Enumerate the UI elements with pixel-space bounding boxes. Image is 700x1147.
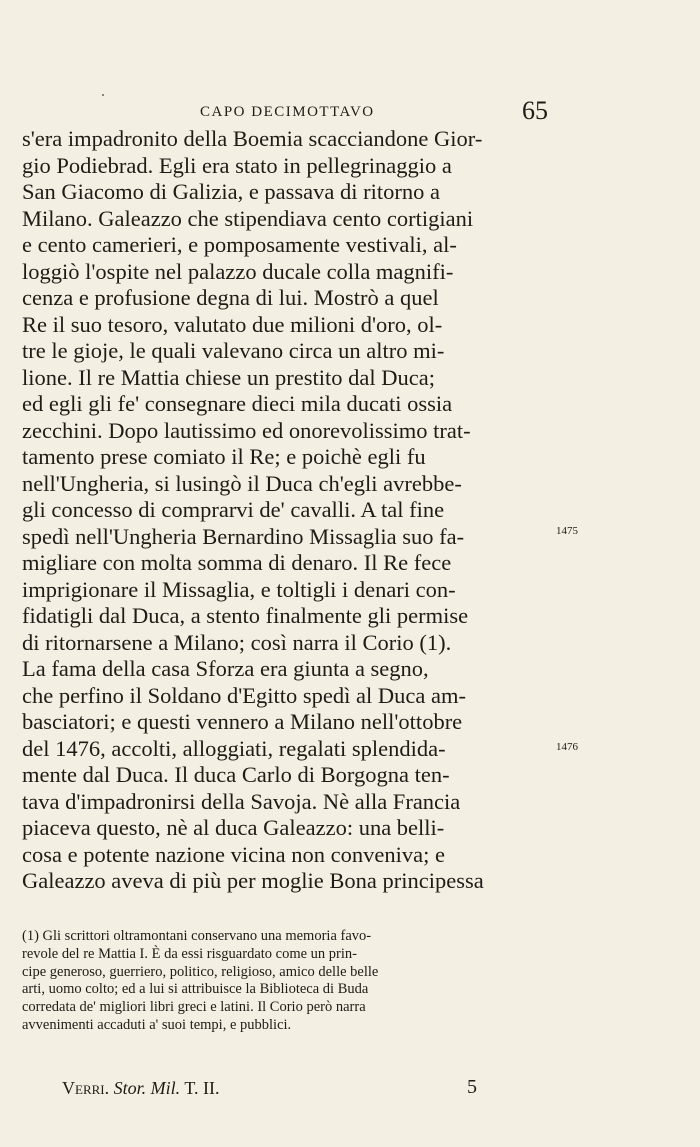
body-line: zecchini. Dopo lautissimo ed onorevolissimo trat- [22, 417, 471, 443]
footer-author: Verri. [62, 1078, 110, 1098]
body-line: del 1476, accolti, alloggiati, regalati splendida- [22, 735, 446, 761]
paper-speck [102, 94, 104, 96]
footer-volume: T. II. [184, 1078, 220, 1098]
body-line: basciatori; e questi vennero a Milano nell'ottobre [22, 709, 463, 734]
signature-mark: 5 [467, 1076, 477, 1098]
body-line: Galeazzo aveva di più per moglie Bona principessa [22, 868, 484, 893]
body-line: loggiò l'ospite nel palazzo ducale colla magnifi- [22, 258, 454, 284]
body-line: spedì nell'Ungheria Bernardino Missaglia suo fa- [22, 523, 465, 549]
body-line: San Giacomo di Galizia, e passava di ritorno a [22, 179, 440, 204]
body-text [22, 126, 552, 895]
body-line: piaceva questo, nè al duca Galeazzo: una belli- [22, 815, 445, 840]
body-line: tre le gioje, le quali valevano circa un altro mi- [22, 338, 445, 363]
running-header: CAPO DECIMOTTAVO [200, 104, 375, 120]
body-line: mente dal Duca. Il duca Carlo di Borgogna ten- [22, 762, 450, 787]
body-line: Milano. Galeazzo che stipendiava cento cortigiani [22, 205, 474, 231]
page-number: 65 [522, 96, 548, 125]
footnote-line: avvenimenti accaduti a' suoi tempi, e pubblici. [22, 1016, 292, 1033]
body-line: imprigionare il Missaglia, e toltigli i denari con- [22, 576, 456, 602]
footnote [22, 928, 552, 1035]
body-line: tamento prese comiato il Re; e poichè egli fu [22, 444, 426, 469]
body-line: La fama della casa Sforza era giunta a segno, [22, 656, 429, 681]
margin-year: 1475 [556, 525, 578, 537]
body-line: e cento camerieri, e pomposamente vestivali, al- [22, 232, 457, 257]
body-line: nell'Ungheria, si lusingò il Duca ch'egli avrebbe- [22, 470, 462, 496]
body-line: migliare con molta somma di denaro. Il Re fece [22, 550, 452, 575]
footnote-line: arti, uomo colto; ed a lui si attribuisce la Biblioteca di Buda [22, 981, 369, 998]
body-line: fidatigli dal Duca, a stento finalmente gli permise [22, 603, 469, 628]
footer-title: Stor. Mil. [113, 1078, 181, 1098]
footnote-line: (1) Gli scrittori oltramontani conservano una memoria favo- [22, 928, 372, 944]
body-line: cosa e potente nazione vicina non conveniva; e [22, 841, 445, 867]
body-line: di ritornarsene a Milano; così narra il Corio (1). [22, 629, 452, 655]
body-line: che perfino il Soldano d'Egitto spedì al Duca am- [22, 682, 466, 708]
body-line: lione. Il re Mattia chiese un prestito dal Duca; [22, 364, 435, 390]
body-line: gio Podiebrad. Egli era stato in pellegrinaggio a [22, 152, 452, 178]
footnote-line: revole del re Mattia I. È da essi risguardato come un prin- [22, 945, 357, 962]
body-line: tava d'impadronirsi della Savoja. Nè alla Francia [22, 788, 461, 814]
footnote-line: corredata de' migliori libri greci e latini. Il Corio però narra [22, 999, 366, 1016]
footer-imprint [62, 1078, 219, 1099]
body-line: s'era impadronito della Boemia scacciandone Gior- [22, 126, 483, 151]
body-line: gli concesso di comprarvi de' cavalli. A tal fine [22, 497, 445, 522]
body-line: cenza e profusione degna di lui. Mostrò a quel [22, 285, 439, 310]
footnote-line: cipe generoso, guerriero, politico, religioso, amico delle belle [22, 963, 379, 980]
margin-year: 1476 [556, 741, 578, 753]
body-line: Re il suo tesoro, valutato due milioni d'oro, ol- [22, 311, 443, 337]
body-line: ed egli gli fe' consegnare dieci mila ducati ossia [22, 391, 453, 416]
